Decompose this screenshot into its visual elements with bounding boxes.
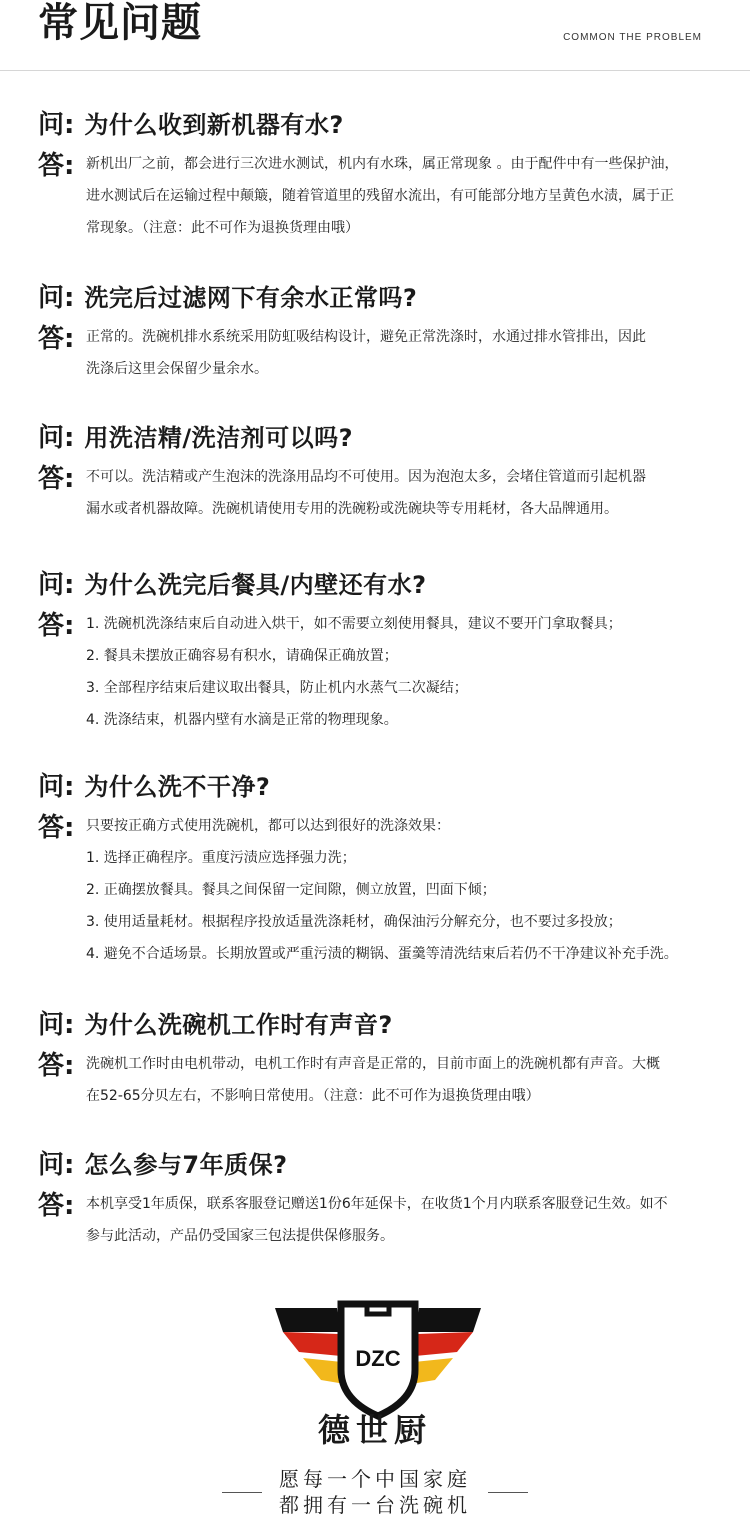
answer-line: 进水测试后在运输过程中颠簸，随着管道里的残留水流出，有可能部分地方呈黄色水渍，属于正 bbox=[86, 188, 674, 204]
faq-question: 为什么洗碗机工作时有声音? bbox=[84, 1011, 393, 1039]
faq-question: 怎么参与7年质保? bbox=[84, 1151, 288, 1179]
brand-slogan: 愿每一个中国家庭 bbox=[279, 1467, 471, 1491]
faq-answer bbox=[86, 461, 736, 525]
answer-colon: : bbox=[64, 813, 75, 843]
faq-question-row bbox=[38, 570, 427, 600]
answer-colon: : bbox=[64, 1191, 75, 1221]
answer-mark-label bbox=[38, 1190, 74, 1222]
question-colon: : bbox=[64, 772, 75, 802]
answer-mark-label bbox=[38, 1050, 74, 1082]
left-wing-black-2 bbox=[281, 1326, 339, 1332]
answer-line: 2. 正确摆放餐具。餐具之间保留一定间隙，侧立放置，凹面下倾； bbox=[86, 882, 496, 898]
left-wing-black bbox=[275, 1308, 339, 1326]
answer-colon: : bbox=[64, 151, 75, 181]
answer-line: 参与此活动，产品仍受国家三包法提供保修服务。 bbox=[86, 1228, 394, 1244]
answer-mark-label bbox=[38, 463, 74, 495]
answer-line: 3. 使用适量耗材。根据程序投放适量洗涤耗材，确保油污分解充分，也不要过多投放； bbox=[86, 914, 622, 930]
faq-question: 为什么收到新机器有水? bbox=[84, 111, 344, 139]
right-wing-black-2 bbox=[417, 1326, 475, 1332]
question-colon: : bbox=[64, 1150, 75, 1180]
brand-slogan-2: 都拥有一台洗碗机 bbox=[279, 1493, 471, 1517]
answer-colon: : bbox=[64, 611, 75, 641]
faq-question-row bbox=[38, 423, 353, 453]
faq-answer bbox=[86, 148, 736, 244]
answer-mark-text: 答 bbox=[38, 464, 65, 494]
answer-mark-text: 答 bbox=[38, 324, 65, 354]
answer-colon: : bbox=[64, 324, 75, 354]
logo-text: DZC bbox=[355, 1346, 401, 1371]
answer-mark-label bbox=[38, 610, 74, 642]
faq-answer bbox=[86, 608, 736, 736]
answer-line: 新机出厂之前，都会进行三次进水测试，机内有水珠，属正常现象 。由于配件中有一些保护油， bbox=[86, 156, 679, 172]
answer-line: 2. 餐具未摆放正确容易有积水，请确保正确放置； bbox=[86, 648, 398, 664]
page-subtitle: COMMON THE PROBLEM bbox=[563, 32, 702, 43]
question-mark-label: 问 bbox=[38, 110, 65, 140]
right-wing-black bbox=[417, 1308, 481, 1326]
answer-mark-text: 答 bbox=[38, 813, 65, 843]
answer-line: 只要按正确方式使用洗碗机，都可以达到很好的洗涤效果： bbox=[86, 818, 450, 834]
question-colon: : bbox=[64, 1010, 75, 1040]
question-colon: : bbox=[64, 423, 75, 453]
question-colon: : bbox=[64, 283, 75, 313]
answer-mark-text: 答 bbox=[38, 1191, 65, 1221]
answer-colon: : bbox=[64, 1051, 75, 1081]
answer-line: 本机享受1年质保，联系客服登记赠送1份6年延保卡，在收货1个月内联系客服登记生效。如不 bbox=[86, 1196, 668, 1212]
page-title: 常见问题 bbox=[38, 0, 202, 46]
question-mark-label: 问 bbox=[38, 570, 65, 600]
answer-line: 1. 洗碗机洗涤结束后自动进入烘干，如不需要立刻使用餐具，建议不要开门拿取餐具； bbox=[86, 616, 622, 632]
answer-line: 洗涤后这里会保留少量余水。 bbox=[86, 361, 268, 377]
faq-question-row bbox=[38, 110, 344, 140]
faq-question-row bbox=[38, 772, 270, 802]
question-mark-label: 问 bbox=[38, 1010, 65, 1040]
question-mark-label: 问 bbox=[38, 423, 65, 453]
answer-line: 不可以。洗洁精或产生泡沫的洗涤用品均不可使用。因为泡泡太多，会堵住管道而引起机器 bbox=[86, 469, 646, 485]
answer-mark-text: 答 bbox=[38, 1051, 65, 1081]
answer-line: 正常的。洗碗机排水系统采用防虹吸结构设计，避免正常洗涤时，水通过排水管排出，因此 bbox=[86, 329, 646, 345]
question-mark-label: 问 bbox=[38, 1150, 65, 1180]
question-mark-label: 问 bbox=[38, 772, 65, 802]
answer-line: 4. 洗涤结束，机器内壁有水滴是正常的物理现象。 bbox=[86, 712, 398, 728]
answer-mark-label bbox=[38, 812, 74, 844]
answer-line: 1. 选择正确程序。重度污渍应选择强力洗； bbox=[86, 850, 356, 866]
answer-colon: : bbox=[64, 464, 75, 494]
answer-mark-text: 答 bbox=[38, 151, 65, 181]
question-colon: : bbox=[64, 570, 75, 600]
answer-line: 漏水或者机器故障。洗碗机请使用专用的洗碗粉或洗碗块等专用耗材，各大品牌通用。 bbox=[86, 501, 618, 517]
left-wing-red bbox=[283, 1332, 341, 1356]
answer-line: 4. 避免不合适场景。长期放置或严重污渍的糊锅、蛋羹等清洗结束后若仍不干净建议补充手洗。 bbox=[86, 946, 678, 962]
answer-mark-text: 答 bbox=[38, 611, 65, 641]
faq-question: 用洗洁精/洗洁剂可以吗? bbox=[84, 424, 354, 452]
faq-answer bbox=[86, 1048, 736, 1112]
faq-question: 为什么洗不干净? bbox=[84, 773, 271, 801]
faq-question-row bbox=[38, 283, 417, 313]
faq-question: 为什么洗完后餐具/内壁还有水? bbox=[84, 571, 427, 599]
faq-question-row bbox=[38, 1150, 288, 1180]
question-colon: : bbox=[64, 110, 75, 140]
right-wing-red bbox=[415, 1332, 473, 1356]
answer-line: 洗碗机工作时由电机带动，电机工作时有声音是正常的，目前市面上的洗碗机都有声音。大概 bbox=[86, 1056, 660, 1072]
faq-question: 洗完后过滤网下有余水正常吗? bbox=[84, 284, 418, 312]
faq-answer bbox=[86, 1188, 736, 1252]
faq-answer bbox=[86, 810, 736, 970]
answer-mark-label bbox=[38, 323, 74, 355]
faq-question-row bbox=[38, 1010, 393, 1040]
faq-answer bbox=[86, 321, 736, 385]
answer-mark-label bbox=[38, 150, 74, 182]
page-header bbox=[0, 0, 750, 71]
question-mark-label: 问 bbox=[38, 283, 65, 313]
brand-name: 德世厨 bbox=[317, 1411, 432, 1449]
answer-line: 3. 全部程序结束后建议取出餐具，防止机内水蒸气二次凝结； bbox=[86, 680, 468, 696]
dzc-logo bbox=[275, 1300, 481, 1420]
answer-line: 常现象。（注意：此不可作为退换货理由哦） bbox=[86, 220, 359, 236]
answer-line: 在52-65分贝左右，不影响日常使用。（注意：此不可作为退换货理由哦） bbox=[86, 1088, 540, 1104]
